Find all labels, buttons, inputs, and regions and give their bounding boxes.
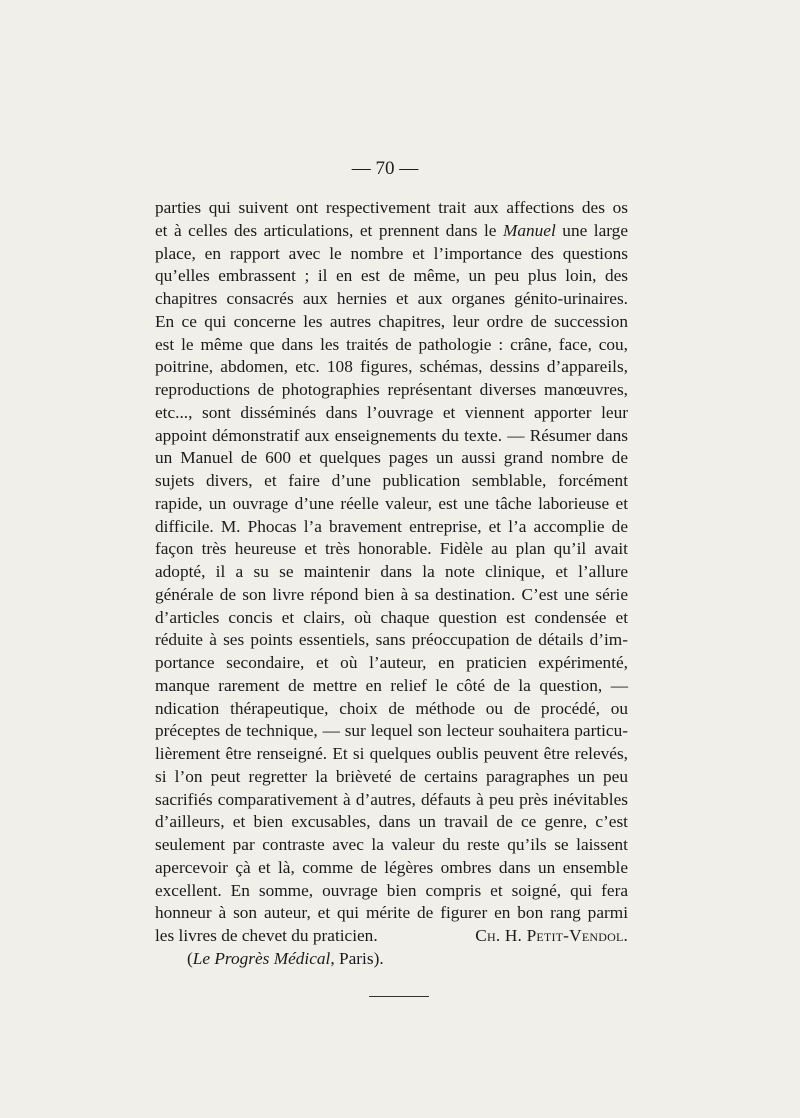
closing-rule: [369, 996, 429, 997]
text-line: d’articles concis et clairs, où chaque question est condensée et: [155, 607, 628, 627]
text-line: façon très heureuse et très honorable. Fidèle au plan qu’il avait: [155, 539, 628, 559]
text-line: difficile. M. Phocas l’a bravement entreprise, et l’a accomplie de: [155, 516, 628, 536]
closing-text: les livres de chevet du praticien.: [155, 926, 378, 945]
text-line: portance secondaire, et où l’auteur, en praticien expérimenté,: [155, 653, 628, 672]
closing-line: [155, 925, 628, 948]
text-line: qu’elles embrassent ; il en est de même, un peu plus loin, des: [155, 266, 628, 286]
text-line: adopté, il a su se maintenir dans la note clinique, et l’allure: [155, 562, 628, 581]
text-line: apercevoir çà et là, comme de légères ombres dans un ensemble: [155, 857, 628, 877]
text-line: un Manuel de 600 et quelques pages un aussi grand nombre de: [155, 448, 628, 468]
text-line: etc..., sont disséminés dans l’ouvrage et viennent apporter leur: [155, 402, 628, 422]
source-rest: , Paris).: [330, 948, 384, 968]
text-line: honneur à son auteur, et qui mérite de figurer en bon rang parmi: [155, 903, 628, 923]
text-line: [155, 220, 628, 243]
text-line: poitrine, abdomen, etc. 108 figures, schémas, dessins d’appareils,: [155, 357, 628, 377]
text-line: ndication thérapeutique, choix de méthode ou de procédé, ou: [155, 698, 628, 718]
text-line: manque rarement de mettre en relief le côté de la question, —: [155, 675, 628, 695]
manuel-emphasis: Manuel: [502, 220, 556, 240]
text-line: sacrifiés comparativement à d’autres, défauts à peu près inévitables: [155, 789, 628, 809]
text-line: générale de son livre répond bien à sa destination. C’est une série: [155, 584, 628, 604]
text-line: si l’on peut regretter la brièveté de certains paragraphes un peu: [155, 766, 628, 786]
text-line: sujets divers, et faire d’une publication semblable, forcément: [155, 471, 628, 490]
page-number: — 70 —: [351, 158, 419, 179]
text-line: place, en rapport avec le nombre et l’importance des questions: [155, 243, 628, 263]
text-line: préceptes de technique, — sur lequel son lecteur souhaitera particu-: [155, 721, 628, 741]
body-text: [155, 197, 628, 972]
text-line: seulement par contraste avec la valeur du reste qu’ils se laissent: [155, 835, 628, 854]
text-line: reproductions de photographies représentant diverses manœuvres,: [155, 380, 628, 399]
text-line: appoint démonstratif aux enseignements du texte. — Résumer dans: [155, 425, 628, 445]
author-signature: Ch. H. Petit-Vendol.: [475, 926, 628, 945]
text-line: réduite à ses points essentiels, sans préoccupation de détails d’im-: [155, 630, 628, 650]
text-line: parties qui suivent ont respectivement trait aux affections des os: [155, 198, 628, 217]
text-line-end: une large: [555, 220, 628, 240]
text-line: rapide, un ouvrage d’une réelle valeur, est une tâche laborieuse et: [155, 493, 628, 513]
source-open-paren: (: [187, 948, 193, 968]
text-line: En ce qui concerne les autres chapitres, leur ordre de succession: [155, 311, 628, 331]
text-line: d’ailleurs, et bien excusables, dans un travail de ce genre, c’est: [155, 812, 628, 832]
text-line: est le même que dans les traités de pathologie : crâne, face, cou,: [155, 334, 628, 354]
text-line: chapitres consacrés aux hernies et aux organes génito-urinaires.: [155, 289, 628, 308]
text-line-start: et à celles des articulations, et prennent dans le: [155, 220, 503, 240]
text-line: lièrement être renseigné. Et si quelques oublis peuvent être relevés,: [155, 744, 628, 763]
source-title: Le Progrès Médical: [192, 948, 331, 968]
text-line: excellent. En somme, ouvrage bien compris et soigné, qui fera: [155, 880, 628, 900]
source-citation: [155, 948, 628, 972]
